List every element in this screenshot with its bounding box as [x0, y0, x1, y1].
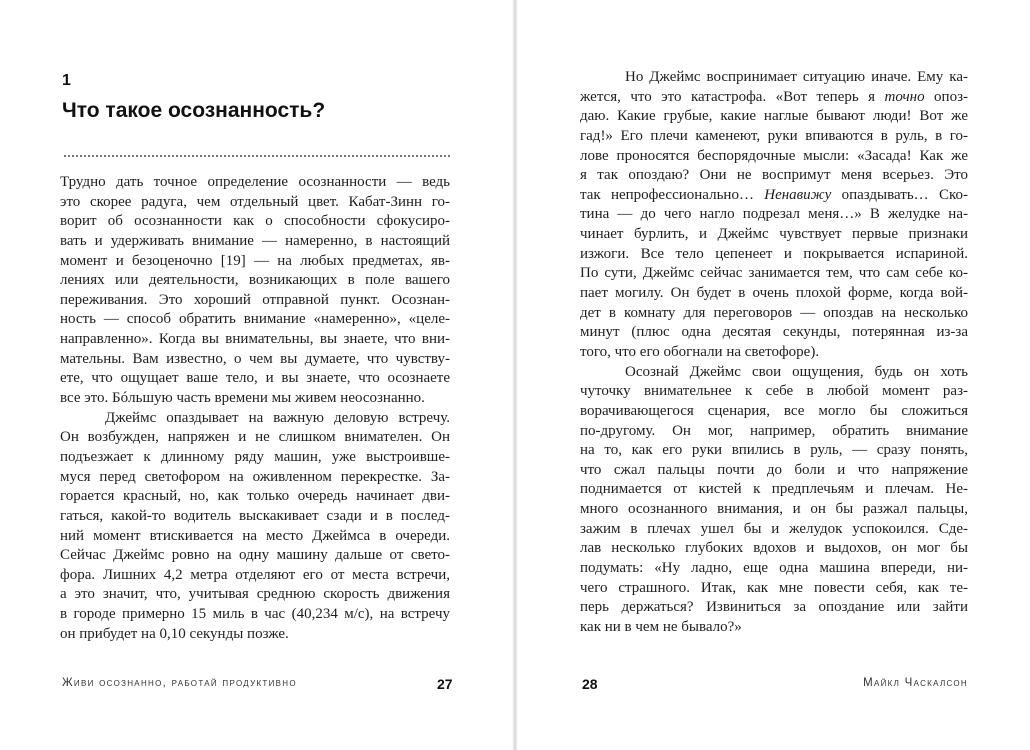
text-segment: Но Джеймс воспринимает ситуацию иначе. Ему ка-	[625, 69, 968, 85]
text-segment: дет в комнату для переговоров — опоздав на несколько	[580, 304, 968, 321]
text-segment: момент и безоценочно [19] — на любых предметах, яв-	[60, 252, 450, 269]
text-segment: чуточку внимательнее к себе в любой момент раз-	[580, 383, 968, 400]
text-line	[60, 566, 450, 586]
text-line	[580, 579, 968, 599]
text-segment: подъезжает к длинному ряду машин, уже выстроивше-	[60, 448, 450, 465]
body-text	[60, 173, 450, 644]
text-line	[580, 186, 968, 206]
text-segment: много осознанного внимания, и он бы разжал пальцы,	[580, 501, 968, 518]
text-line	[580, 343, 968, 363]
text-line	[580, 225, 968, 245]
text-line	[60, 271, 450, 291]
text-line	[60, 527, 450, 547]
emphasis-text: точно	[884, 88, 925, 105]
text-line	[580, 127, 968, 147]
text-segment: на то, как его руки впились в руль, — сразу понять,	[580, 442, 968, 459]
text-segment: гаться, какой-то водитель выскакивает сзади и в послед-	[60, 507, 450, 524]
text-segment: он прибудет на 0,10 секунды позже.	[60, 625, 289, 642]
text-segment: лав несколько глубоких вдохов и выдохов, он мог бы	[580, 540, 968, 557]
text-segment: муся перед светофором на оживленном перекрестке. За-	[60, 468, 450, 485]
text-line	[580, 618, 968, 638]
text-segment: изжоги. Все тело цепенеет и покрывается испариной.	[580, 245, 968, 262]
text-segment: подумать: «Ну ладно, еще одна машина впереди, ни-	[580, 560, 968, 577]
text-segment: поднимается от кистей к предплечьям и плечам. Не-	[580, 481, 968, 498]
text-line	[580, 559, 968, 579]
emphasis-text: Ненавижу	[764, 186, 832, 203]
text-line	[580, 323, 968, 343]
text-segment: ворачивающегося сценария, все могло бы сложиться	[580, 402, 968, 419]
text-segment: фора. Лишних 4,2 метра отделяют его от места встречи,	[60, 566, 450, 583]
text-line	[60, 193, 450, 213]
text-segment: ете, что ощущает ваше тело, и вы знаете, что осознаете	[60, 370, 450, 387]
text-segment: я так опоздаю? Они не воспримут меня всерьез. Это	[580, 167, 968, 184]
text-line	[60, 330, 450, 350]
text-line	[580, 539, 968, 559]
text-segment: минут (плюс одна десятая секунды, потерянная из-за	[580, 324, 968, 341]
text-segment: даю. Какие грубые, какие наглые бывают люди! Вот же	[580, 108, 968, 125]
text-line	[580, 245, 968, 265]
text-segment: переживания. Это хороший отправной пункт. Осознан-	[60, 291, 450, 308]
text-segment: перь держаться? Извиниться за опоздание или зайти	[580, 599, 968, 616]
text-segment: Джеймс опаздывает на важную деловую встречу.	[105, 409, 450, 426]
chapter-title: Что такое осознанность?	[62, 99, 326, 122]
text-line	[580, 264, 968, 284]
text-line	[580, 88, 968, 108]
text-line	[60, 448, 450, 468]
chapter-number: 1	[62, 72, 71, 89]
text-segment: того, что его обогнали на светофоре).	[580, 343, 820, 360]
text-segment: это скорее радуга, чем отдельный цвет. Кабат-Зинн го-	[60, 193, 450, 210]
text-segment: опаздывать… Ско-	[831, 186, 968, 203]
right-page	[515, 0, 1030, 750]
text-line	[580, 147, 968, 167]
text-line	[60, 252, 450, 272]
text-segment: а это значит, что, учитывая среднюю скорость движения	[60, 586, 450, 603]
text-segment: зажим в плечах ушел бы и желудок успокоился. Сде-	[580, 520, 968, 537]
text-line	[580, 363, 968, 383]
text-line	[60, 625, 450, 645]
text-segment: пает могилу. Он будет в очень плохой форме, когда вой-	[580, 285, 968, 302]
text-line	[60, 389, 450, 409]
text-segment: опоз-	[924, 88, 968, 105]
text-segment: все это. Бóльшую часть времени мы живем неосознанно.	[60, 390, 425, 407]
text-line	[580, 422, 968, 442]
text-segment: Он возбужден, напряжен и не слишком внимателен. Он	[60, 429, 450, 446]
text-line	[580, 304, 968, 324]
text-line	[60, 212, 450, 232]
text-segment: лениях или деятельности, возникающих в поле вашего	[60, 272, 450, 289]
text-line	[580, 205, 968, 225]
text-segment: Сейчас Джеймс ровно на одну машину дальше от свето-	[60, 547, 450, 564]
text-line	[60, 310, 450, 330]
text-line	[580, 107, 968, 127]
text-segment: чего страшного. Итак, как мне повести себя, как те-	[580, 579, 968, 596]
text-segment: Осознай Джеймс свои ощущения, будь он хоть	[625, 363, 968, 380]
text-line	[60, 350, 450, 370]
text-line	[60, 409, 450, 429]
body-text	[580, 68, 968, 638]
text-segment: как ни в чем не бывало?»	[580, 618, 742, 635]
text-segment: гад!» Его плечи каменеют, руки впиваются в руль, в го-	[580, 127, 968, 144]
text-line	[60, 507, 450, 527]
text-line	[580, 441, 968, 461]
page-number: 28	[582, 676, 598, 692]
text-line	[60, 291, 450, 311]
text-segment: ность — способ обратить внимание «намеренно», «целе-	[60, 311, 450, 328]
text-line	[60, 428, 450, 448]
text-segment: ний момент втискивается на место Джеймса в очереди.	[60, 527, 450, 544]
text-line	[60, 605, 450, 625]
text-segment: чинает бурлить, и Джеймс чувствует первые признаки	[580, 226, 968, 243]
text-line	[60, 468, 450, 488]
text-segment: по-другому. Он мог, например, обратить внимание	[580, 422, 968, 439]
text-line	[60, 585, 450, 605]
page-number: 27	[437, 676, 453, 692]
dotted-divider	[64, 155, 450, 157]
text-line	[580, 166, 968, 186]
text-segment: По сути, Джеймс сейчас занимается тем, что сам себе ко-	[580, 265, 968, 282]
text-line	[580, 382, 968, 402]
text-segment: лове проносятся беспорядочные мысли: «Засада! Как же	[580, 147, 968, 164]
running-footer-author: Майкл Часкалсон	[863, 677, 968, 689]
text-line	[60, 173, 450, 193]
text-segment: тина — до чего нагло подрезал меня…» В желудке на-	[580, 206, 968, 223]
text-segment: направленно». Когда вы внимательны, вы знаете, что вни-	[60, 331, 450, 348]
text-line	[580, 500, 968, 520]
text-line	[580, 461, 968, 481]
text-line	[60, 546, 450, 566]
text-segment: в городе примерно 15 миль в час (40,234 м/с), на встречу	[60, 606, 450, 623]
text-segment: мательны. Вам известно, о чем вы думаете, что чувству-	[60, 350, 450, 367]
text-segment: жется, что это катастрофа. «Вот теперь я	[580, 88, 885, 105]
text-segment: ворит об осознанности как о способности сфокусиро-	[60, 213, 450, 230]
running-footer-title: Живи осознанно, работай продуктивно	[62, 677, 297, 689]
text-segment: так непрофессионально…	[580, 186, 765, 203]
text-line	[580, 402, 968, 422]
text-line	[580, 520, 968, 540]
text-line	[580, 480, 968, 500]
text-line	[580, 68, 968, 88]
text-line	[60, 369, 450, 389]
text-line	[580, 598, 968, 618]
text-segment: горается красный, но, как только очередь начинает дви-	[60, 488, 450, 505]
text-line	[60, 487, 450, 507]
text-line	[580, 284, 968, 304]
text-segment: Трудно дать точное определение осознанности — ведь	[60, 174, 450, 190]
text-line	[60, 232, 450, 252]
text-segment: вать и удерживать внимание — намеренно, в настоящий	[60, 232, 450, 249]
text-segment: что сжал пальцы почти до боли и что напряжение	[580, 461, 968, 478]
